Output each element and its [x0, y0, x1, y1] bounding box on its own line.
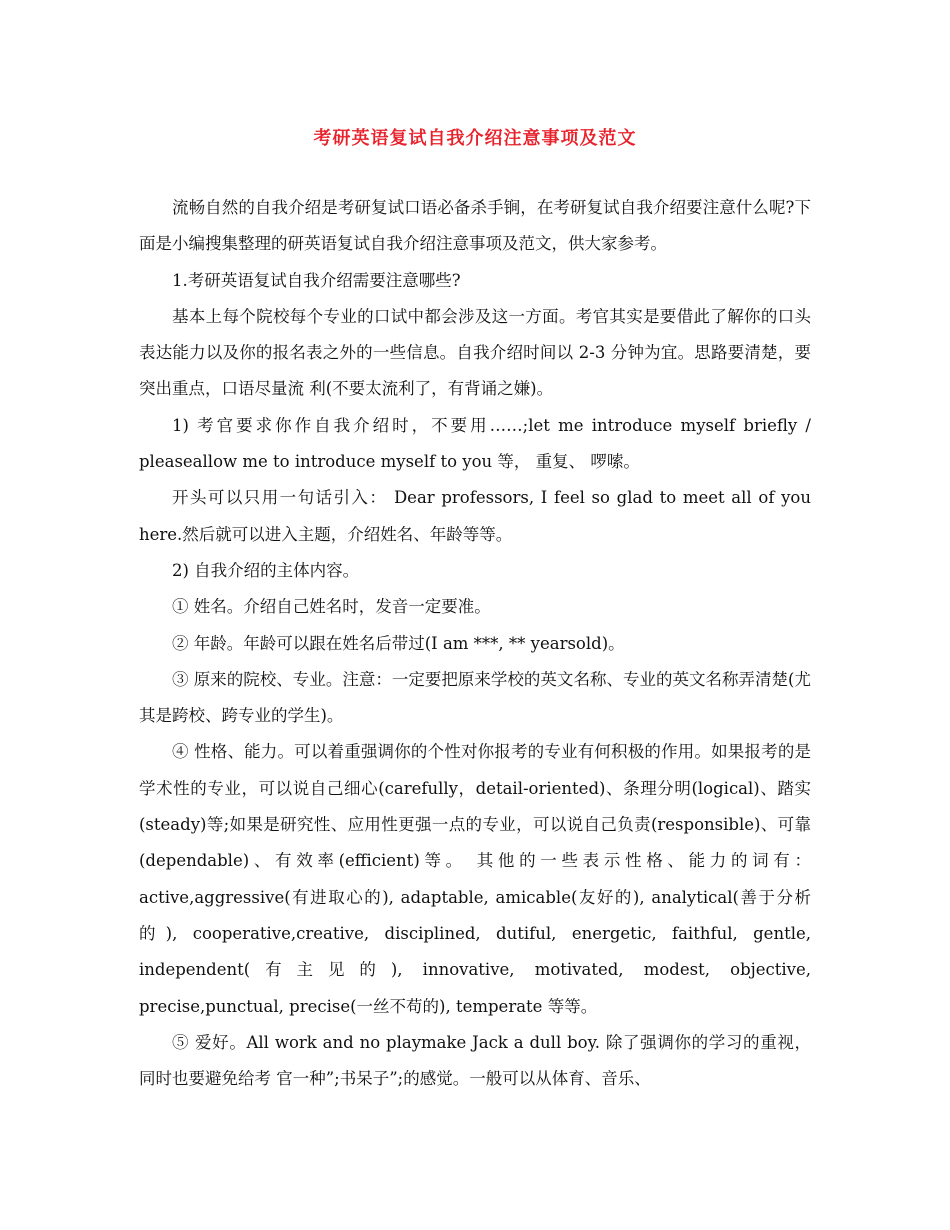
paragraph-opening: 开头可以只用一句话引入： Dear professors, I feel so glad to meet all of you here.然后就可以进入主题，介绍姓名、年龄等等。	[139, 488, 811, 544]
paragraph-hobbies: ⑤ 爱好。All work and no playmake Jack a dull boy. 除了强调你的学习的重视，同时也要避免给考 官一种”;书呆子”;的感觉。一般可以从体育、音乐、	[139, 1032, 811, 1089]
paragraph-age: ② 年龄。年龄可以跟在姓名后带过(I am ***, ** yearsold)。	[172, 633, 625, 653]
paragraph-point-2: 2) 自我介绍的主体内容。	[172, 560, 360, 580]
paragraph-overview: 基本上每个院校每个专业的口试中都会涉及这一方面。考官其实是要借此了解你的口头表达能力以及你的报名表之外的一些信息。自我介绍时间以 2-3 分钟为宜。思路要清楚，要突出重点，口语尽量流 利(不要太流利了，有背诵之嫌)。	[139, 306, 811, 399]
paragraph-personality: ④ 性格、能力。可以着重强调你的个性对你报考的专业有何积极的作用。如果报考的是学术性的专业，可以说自己细心(carefully，detail-oriented)、条理分明(logical)、踏实(steady)等;如果是研究性、应用性更强一点的专业，可以说自己负责(responsible)、可靠(dependable)、有效率(efficient)等。 其他的一些表示性格、能力的词有：active,aggressive(有进取心的), adaptable, amicable(友好的), analytical(善于分析的), cooperative,creative, disciplined, dutiful, energetic, faithful, gentle, independent(有主见的), innovative, motivated, modest, objective, precise,punctual, precise(一丝不苟的), temperate 等等。	[139, 742, 811, 1016]
document-title: 考研英语复试自我介绍注意事项及范文	[313, 128, 637, 149]
paragraph-heading-1: 1.考研英语复试自我介绍需要注意哪些?	[172, 270, 461, 290]
paragraph-name: ① 姓名。介绍自己姓名时，发音一定要准。	[172, 597, 491, 617]
document-body	[139, 190, 811, 1097]
paragraph-point-1: 1) 考官要求你作自我介绍时，不要用……;let me introduce myself briefly / pleaseallow me to introduce myself to you 等， 重复、 啰嗦。	[139, 415, 811, 472]
paragraph-intro: 流畅自然的自我介绍是考研复试口语必备杀手锏，在考研复试自我介绍要注意什么呢?下面是小编搜集整理的研英语复试自我介绍注意事项及范文，供大家参考。	[139, 198, 811, 254]
paragraph-school: ③ 原来的院校、专业。注意：一定要把原来学校的英文名称、专业的英文名称弄清楚(尤其是跨校、跨专业的学生)。	[139, 669, 811, 726]
